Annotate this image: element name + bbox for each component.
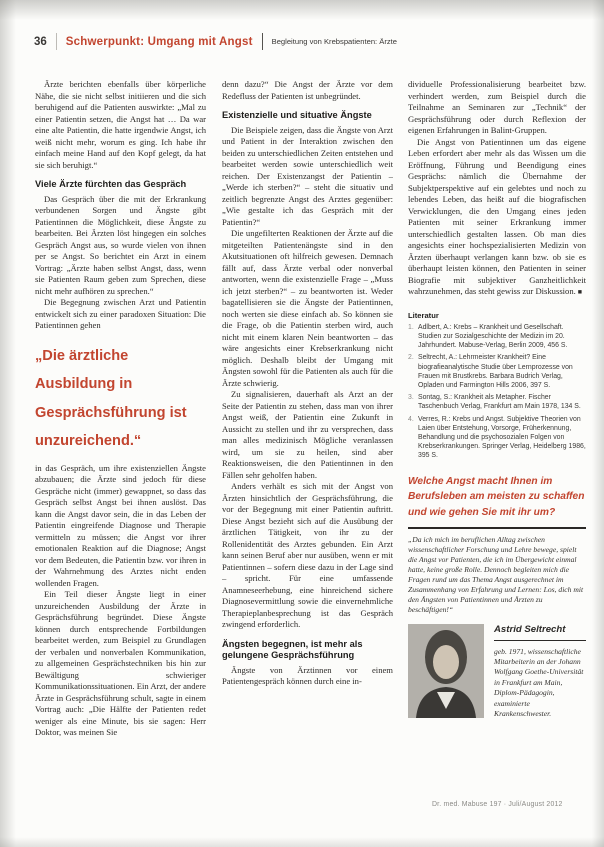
literature-entry-number: 3. <box>408 394 414 402</box>
literature-section <box>408 311 586 461</box>
author-bio: geb. 1971, wissenschaftliche Mitarbeiterin an der Johann Wolfgang Goethe-Universität in Frankfurt am Main, Diplom-Pädagogin, examinierte Krankenschwester. <box>494 646 584 718</box>
question-box <box>408 474 586 616</box>
author-info <box>494 624 586 719</box>
header-divider-dark <box>262 33 263 50</box>
paragraph: Ängste von Ärztinnen vor einem Patientengespräch können durch eine in- <box>222 664 393 686</box>
paragraph: Die Beispiele zeigen, dass die Ängste von Arzt und Patient in der Interaktion zwischen den beiden zu unterschiedlichen Zeiten entstehen und bearbeitet werden sowie unterschiedlich weit reichen. Der Existenzangst der Patientin – „Werde ich sterben?“ – steht die situativ und zeitlich begrenzte Angst des Arztes gegenüber: „Wie gestalte ich das Gespräch mit der Patientin?“ <box>222 124 393 227</box>
page-footer: Dr. med. Mabuse 197 · Juli/August 2012 <box>432 801 563 808</box>
article-title: Begleitung von Krebspatienten: Ärzte <box>271 37 398 46</box>
paragraph: denn dazu?“ Die Angst der Ärzte vor dem Redefluss der Patienten ist unbegründet. <box>222 79 393 101</box>
column-2 <box>222 79 393 805</box>
literature-entry-text: Seltrecht, A.: Lehrmeister Krankheit? Eine biografieanalytische Studie über Lernprozesse von Frauen mit Brustkrebs. Barbara Budrich Verlag, Opladen und Farmington Hills 2006, 397 S. <box>418 354 573 389</box>
page-header <box>34 33 397 50</box>
paragraph: Ärzte berichten ebenfalls über körperliche Nähe, die sie nicht selbst initiieren und die sich beruhigend auf die Patienten auswirkte: „Mal zu einer Patientin setzen, die Angst hat … Da war eine alte Patientin, die hatte irgendwie Angst, ich weiß nicht mehr, worum es ging. Ich habe ihr einfach meine Hand auf den Kopf gelegt, da hat sie sich beruhigt.“ <box>35 79 206 170</box>
header-divider-light <box>56 33 57 50</box>
paragraph: in das Gespräch, um ihre existenziellen Ängste abzubauen; die Ärzte sind jedoch für diese Gespräche nicht (immer) gewappnet, so dass das Gespräch selbst Angst bei ihnen auslöst. Das kann die Angst davor sein, die in das Leben der Patientin eingreifende Diagnose und Therapie vermitteln zu müssen; die Angst vor ihrer emotionalen Reaktion auf die Diagnose; Angst vor dem Bedeuten, die Patientin bzw. vor ihren in der Wahrnehmung des Arztes nicht enden wollenden Fragen. <box>35 462 206 588</box>
paragraph: Das Gespräch über die mit der Erkrankung verbundenen Sorgen und Ängste gibt Patientinnen die Möglichkeit, diese Ängste zu bearbeiten. Bei Ärzten löst hingegen ein solches Gespräch Angst aus, so wurde vielen von ihnen per se Angst. So berichtet ein Arzt in einem Vortrag: „Ärzte haben selbst Angst, dass, wenn sie Patienten Raum geben zum Sprechen, diese nicht mehr aufhören zu sprechen.“ <box>35 193 206 296</box>
pull-quote: „Die ärztliche Ausbildung in Gesprächsführung ist unzureichend.“ <box>35 347 187 449</box>
paragraph <box>408 137 586 299</box>
literature-entry-text: Verres, R.: Krebs und Angst. Subjektive Theorien von Laien über Entstehung, Vorsorge, Früherkennung, Behandlung und die psychosozialen Folgen von Krebserkrankungen. Springer Verlag, Heidelberg 1986, 395 S. <box>418 415 586 460</box>
scan-edge-left <box>0 0 16 847</box>
scan-edge-top <box>0 0 604 20</box>
author-card <box>408 624 586 719</box>
column-3 <box>408 79 586 805</box>
paragraph: Anders verhält es sich mit der Angst von Ärzten hinsichtlich der Gesprächsführung, die vor der Begegnung mit einer Patientin auftritt. Diese Angst bezieht sich auf die Ausübung der ärztlichen Tätigkeit, von ihr zu der Rollenidentität des Arztes gebunden. Ein Arzt kann seinen Beruf aber nur ausüben, wenn er mit Patientinnen – sofern diese dazu in der Lage sind – spricht. Für eine umfassende Anamneseerhebung, eine hinreichend sichere Diagnosevermittlung sowie die einvernehmliche Therapieplanbesprechung ist das Gespräch zwingend erforderlich. <box>222 481 393 629</box>
scan-edge-right <box>592 0 604 847</box>
answer-text: „Da ich mich im beruflichen Alltag zwischen wissenschaftlicher Forschung und Lehre bewege, spielt die Angst vor Patienten, die ich im Übergewicht einmal hatte, keine große Rolle. Dennoch begleiten mich die Fragen rund um das Thema Angst ausgerechnet im Zusammenhang von Erfahrung und Lernen: Los, dich mit den Ängsten von Patientinnen und Ärzten zu beschäftigen!“ <box>408 535 584 615</box>
author-portrait-silhouette <box>408 624 484 718</box>
literature-entry <box>408 353 586 390</box>
author-name: Astrid Seltrecht <box>494 624 586 641</box>
literature-heading: Literatur <box>408 310 439 320</box>
paragraph: Ein Teil dieser Ängste liegt in einer unzureichenden Ausbildung der Ärzte in Gesprächsführung begründet. Diese Ängste können durch entsprechende Fortbildungen bearbeitet werden, zum Beispiel zu Grundlagen der verbalen und nonverbalen Kommunikation, zu allgemeinen Gesprächstechniken bis hin zur Bewältigung schwieriger Kommunikationssituationen. Ein Arzt, der andere Ärzte in Gesprächsführung schult, sagte in einem Vortrag auch: „Die Hälfte der Patienten redet weniger als eine Minute, bis sie sagen: Herr Doktor, was meinen Sie <box>35 589 206 737</box>
subheading-viele-aerzte: Viele Ärzte fürchten das Gespräch <box>35 179 187 189</box>
paragraph: Die ungefilterten Reaktionen der Ärzte auf die mitgeteilten Patientenängste sind in den Akutsituationen oft hilfreich gewesen. Demnach fällt auf, dass Ärzte verbal oder nonverbal antworten, wenn die existenzielle Frage – „Muss ich jetzt sterben?“ – zu beantworten ist. Weder bagatellisieren sie die Ängste der Patientinnen, noch werten sie diese einfach ab. So können sie die Frage, ob die Patientin sterben wird, auch nicht mit einem klaren Nein beantworten – das wäre angesichts einer Krebserkrankung nicht möglich. Deshalb bleibt der Umgang mit Ängsten sowohl für die Patienten als auch für die Ärzte schwierig. <box>222 228 393 388</box>
subheading-aengsten-begegnen: Ängsten begegnen, ist mehr als gelungene Gesprächsführung <box>222 638 363 660</box>
scan-edge-bottom <box>0 837 604 847</box>
paragraph: Zu signalisieren, dauerhaft als Arzt an der Seite der Patientin zu stehen, dass man von ihrer Angst weiß, der Patientin eine Zukunft in Aussicht zu stellen und ihr zu versprechen, dass man alles medizinisch Mögliche veranlassen wird, um sie zu heilen, sind aber Reaktionsweisen, die den Patientinnen in den Fällen sehr geholfen haben. <box>222 389 393 480</box>
question-text: Welche Angst macht Ihnen im Berufsleben am meisten zu schaffen und wie gehen Sie mit ihr um? <box>408 475 585 518</box>
paragraph-text: Die Angst von Patientinnen um das eigene Leben erfordert aber mehr als das Wissen um die Eröffnung, Führung und Beendigung eines Gesprächs: nämlich die Übernahme der Subjektperspektive auf ein gelebtes und noch zu lebendes Leben, das heißt auf die biografischen Verwicklungen, die den Umgang eines jeden Patienten mit seiner Erkrankung immer unterschiedlich gestalten lassen. Ob man dies angesichts einer hochspezialisierten Medizin von Ärzten überhaupt verlangen kann bzw. ob sie es überhaupt leisten können, den Patienten in seiner Biografie mit subjektiver Ganzheitlichkeit wahrzunehmen, das steht gewiss zur Diskussion. <box>408 136 586 296</box>
column-1 <box>35 79 206 805</box>
page-number: 36 <box>34 35 47 48</box>
literature-entry <box>408 415 586 461</box>
author-photo <box>408 624 484 718</box>
literature-entry-number: 2. <box>408 354 414 362</box>
paragraph: dividuelle Professionalisierung bearbeitet bzw. verhindert werden, zum Beispiel durch die Teilnahme an Seminaren zur „Technik“ der Gesprächsführung oder durch Reflexion der eigenen Erfahrungen in Balint-Gruppen. <box>408 79 586 135</box>
literature-entry-number: 4. <box>408 415 414 423</box>
section-title: Schwerpunkt: Umgang mit Angst <box>65 35 253 48</box>
question-rule <box>408 527 586 529</box>
literature-entry-number: 1. <box>408 323 414 331</box>
paragraph: Die Begegnung zwischen Arzt und Patientin entwickelt sich zu einer paradoxen Situation: Die Patientinnen gehen <box>35 297 206 330</box>
literature-entry <box>408 323 586 351</box>
article-end-mark: ■ <box>577 288 583 296</box>
literature-entry-text: Sontag, S.: Krankheit als Metapher. Fischer Taschenbuch Verlag, Frankfurt am Main 1978, 134 S. <box>418 394 581 411</box>
subheading-existenzielle-aengste: Existenzielle und situative Ängste <box>222 110 372 120</box>
literature-entry-text: Adlbert, A.: Krebs – Krankheit und Gesellschaft. Studien zur Sozialgeschichte der Medizin im 20. Jahrhundert. Mabuse-Verlag, Berlin 2009, 456 S. <box>418 323 568 350</box>
literature-entry <box>408 393 586 411</box>
